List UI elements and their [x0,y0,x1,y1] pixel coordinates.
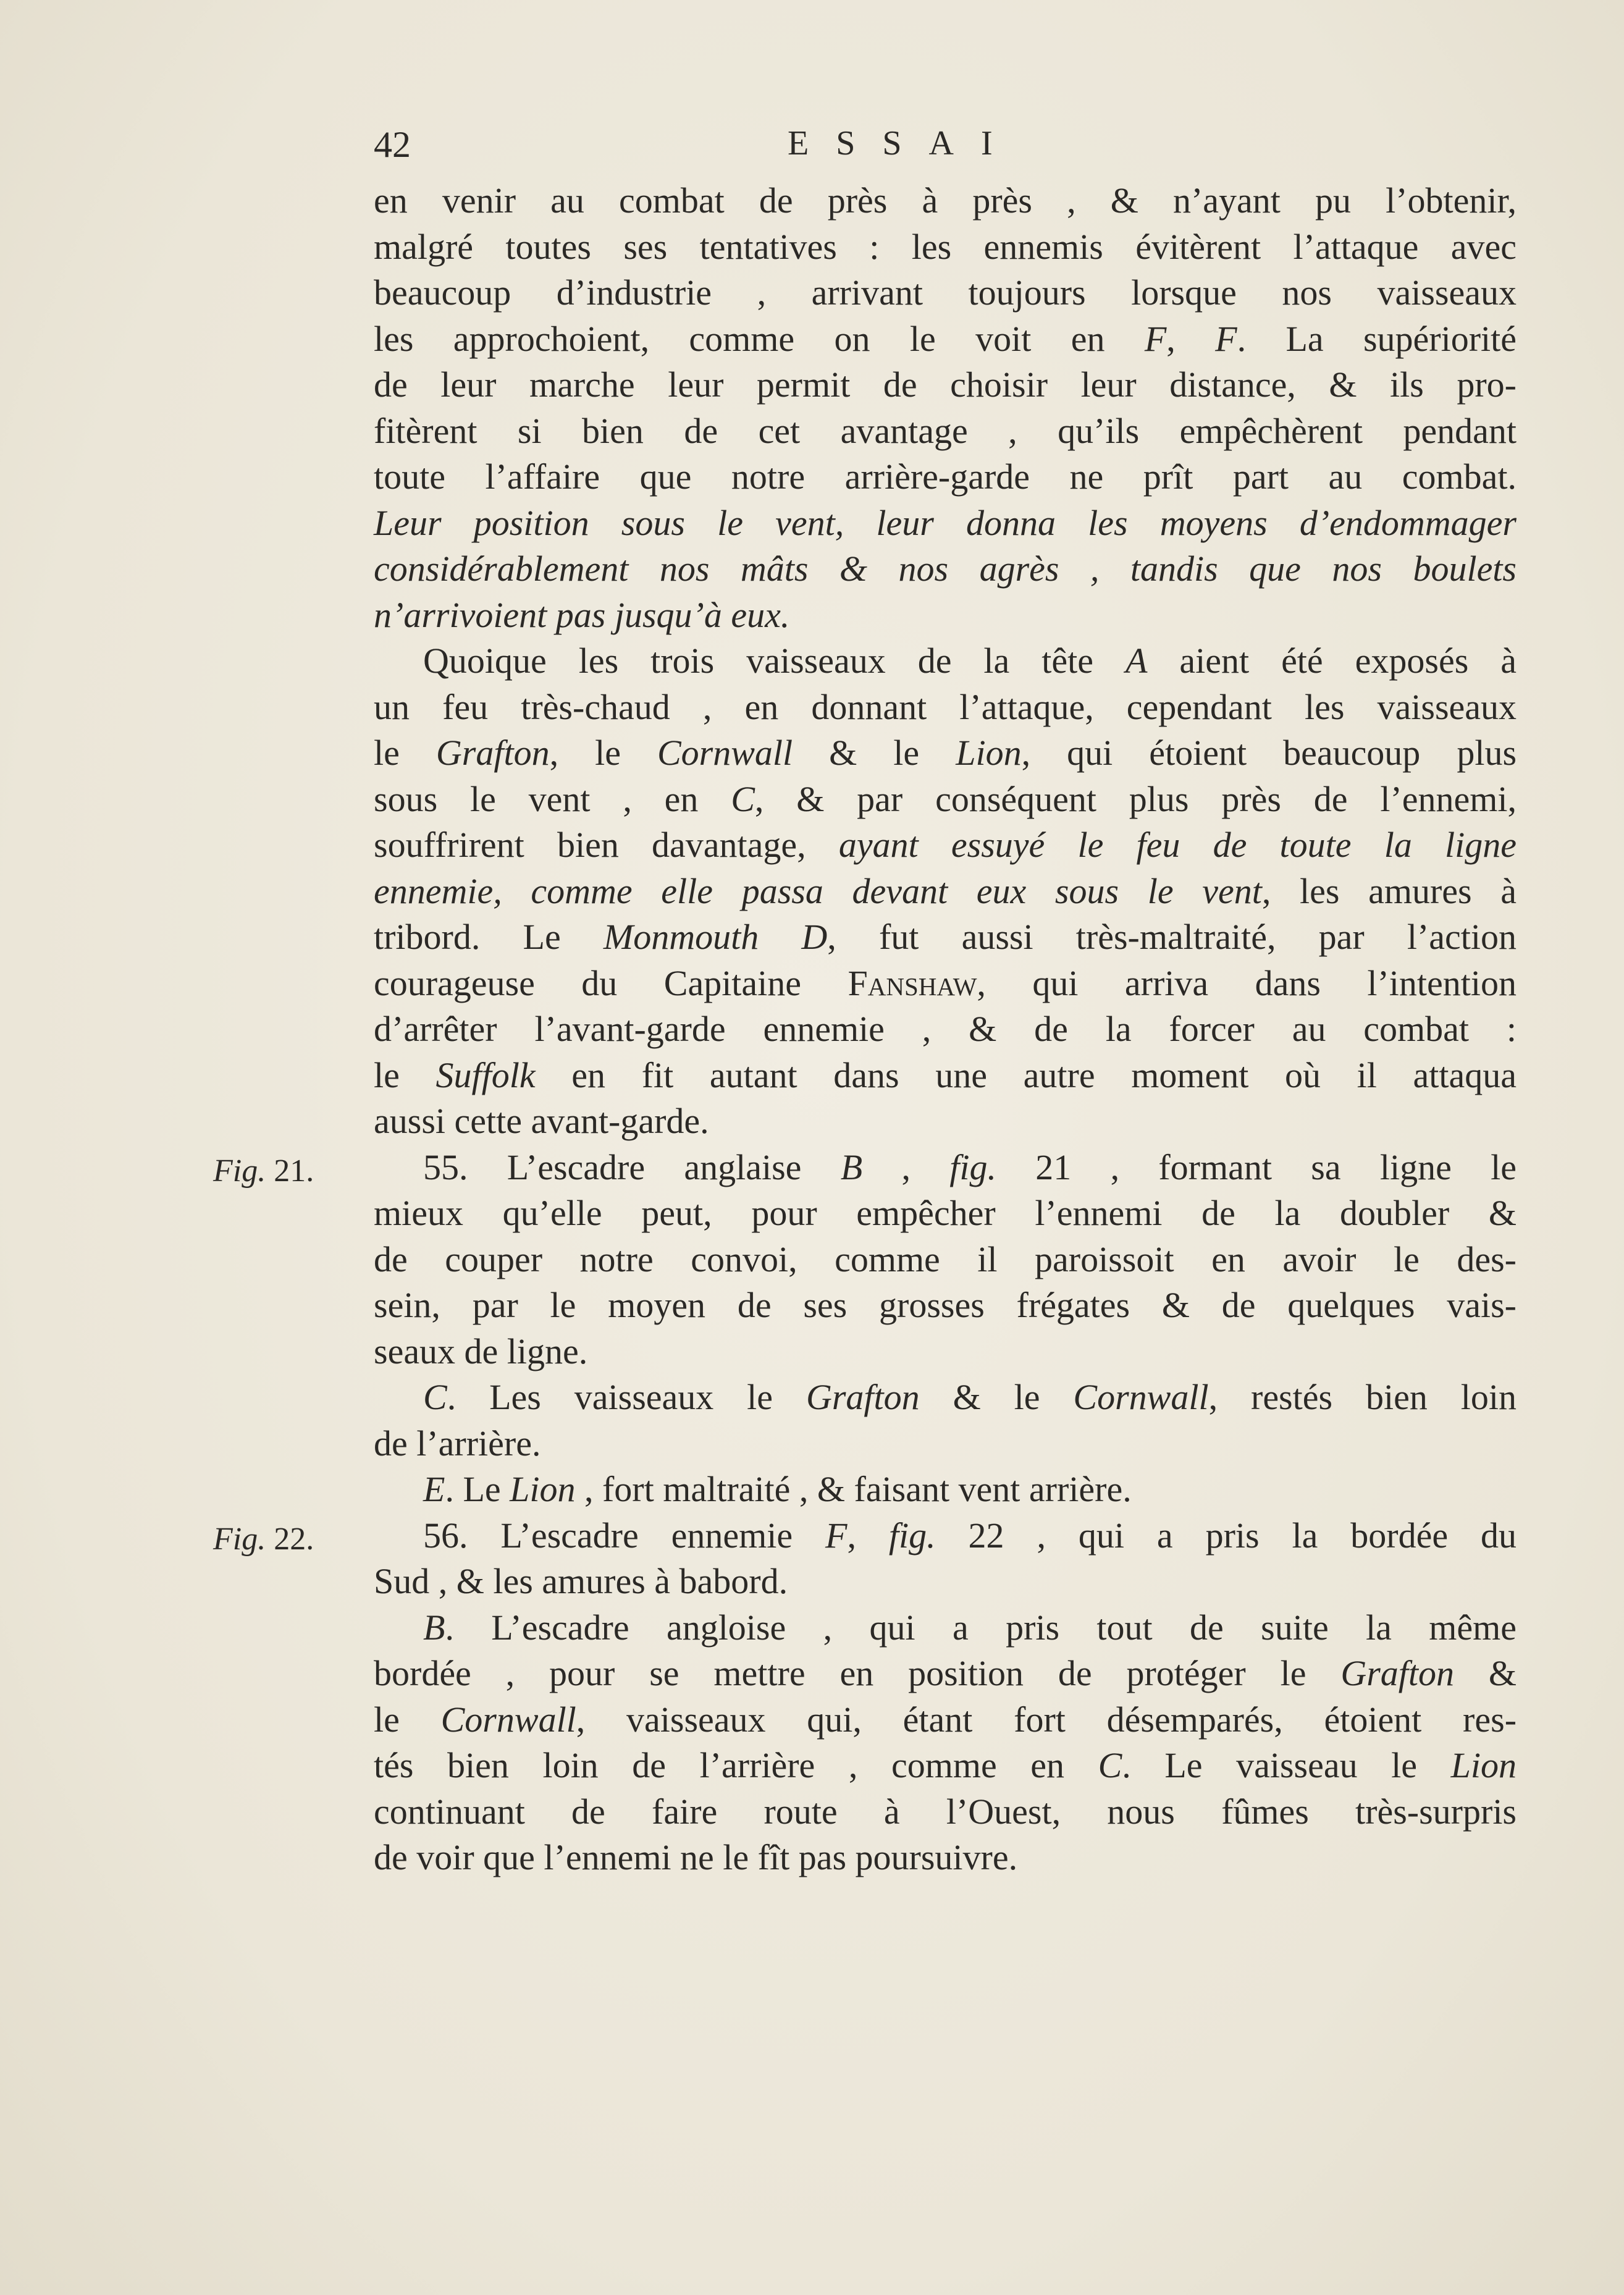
text-line: les approchoient, comme on le voit en F, F. La supériorité [374,318,1517,359]
text-line: de l’arrière. [374,1423,541,1463]
text-line: d’arrêter l’avant-garde ennemie , & de la forcer au combat : [374,1009,1517,1049]
page-number: 42 [374,124,411,165]
text-line: beaucoup d’industrie , arrivant toujours lorsque nos vaisseaux [374,272,1517,313]
text-line: courageuse du Capitaine Fanshaw, qui arriva dans l’intention [374,962,1517,1003]
text-line: le Grafton, le Cornwall & le Lion, qui étoient beaucoup plus [374,733,1517,773]
text-line: fitèrent si bien de cet avantage , qu’ils empêchèrent pendant [374,410,1517,451]
text-line: de leur marche leur permit de choisir leur distance, & ils pro- [374,364,1517,405]
text-line: Quoique les trois vaisseaux de la tête A aient été exposés à [423,641,1517,681]
text-line: n’arrivoient pas jusqu’à eux. [374,594,790,635]
margin-note-fig-21: Fig. 21. [213,1153,314,1189]
text-line: le Suffolk en fit autant dans une autre moment où il attaqua [374,1055,1517,1095]
margin-note-fig-22: Fig. 22. [213,1522,314,1557]
running-title: ESSAI [788,124,1020,162]
text-line: 56. L’escadre ennemie F, fig. 22 , qui a pris la bordée du [423,1515,1517,1556]
text-line: malgré toutes ses tentatives : les ennemis évitèrent l’attaque avec [374,226,1517,267]
text-line: tés bien loin de l’arrière , comme en C. Le vaisseau le Lion [374,1745,1517,1785]
text-line: seaux de ligne. [374,1331,588,1371]
text-line: Leur position sous le vent, leur donna les moyens d’endommager [374,502,1517,543]
text-line: toute l’affaire que notre arrière-garde ne prît part au combat. [374,457,1517,497]
text-line: aussi cette avant-garde. [374,1101,709,1141]
text-line: B. L’escadre angloise , qui a pris tout de suite la même [423,1607,1517,1648]
text-line: C. Les vaisseaux le Grafton & le Cornwall, restés bien loin [423,1377,1517,1417]
text-line: de voir que l’ennemi ne le fît pas poursuivre. [374,1837,1018,1877]
text-line: de couper notre convoi, comme il paroissoit en avoir le des- [374,1239,1517,1279]
page-header [374,124,1517,167]
text-line: sous le vent , en C, & par conséquent plus près de l’ennemi, [374,778,1517,819]
text-line: le Cornwall, vaisseaux qui, étant fort désemparés, étoient res- [374,1699,1517,1740]
text-line: en venir au combat de près à près , & n’ayant pu l’obtenir, [374,180,1517,221]
text-line: Sud , & les amures à babord. [374,1561,788,1601]
body-text [374,178,1517,1881]
text-line: tribord. Le Monmouth D, fut aussi très-maltraité, par l’action [374,917,1517,957]
text-line: mieux qu’elle peut, pour empêcher l’ennemi de la doubler & [374,1193,1517,1233]
text-line: considérablement nos mâts & nos agrès , tandis que nos boulets [374,549,1517,589]
text-line: un feu très-chaud , en donnant l’attaque, cependant les vaisseaux [374,686,1517,727]
text-line: bordée , pour se mettre en position de protéger le Grafton & [374,1653,1517,1693]
text-line: souffrirent bien davantage, ayant essuyé le feu de toute la ligne [374,825,1517,865]
text-line: continuant de faire route à l’Ouest, nous fûmes très-surpris [374,1791,1517,1832]
text-line: 55. L’escadre anglaise B , fig. 21 , formant sa ligne le [423,1147,1517,1187]
text-line: E. Le Lion , fort maltraité , & faisant vent arrière. [423,1469,1132,1509]
text-line: ennemie, comme elle passa devant eux sous le vent, les amures à [374,870,1517,911]
text-line: sein, par le moyen de ses grosses frégates & de quelques vais- [374,1285,1517,1325]
